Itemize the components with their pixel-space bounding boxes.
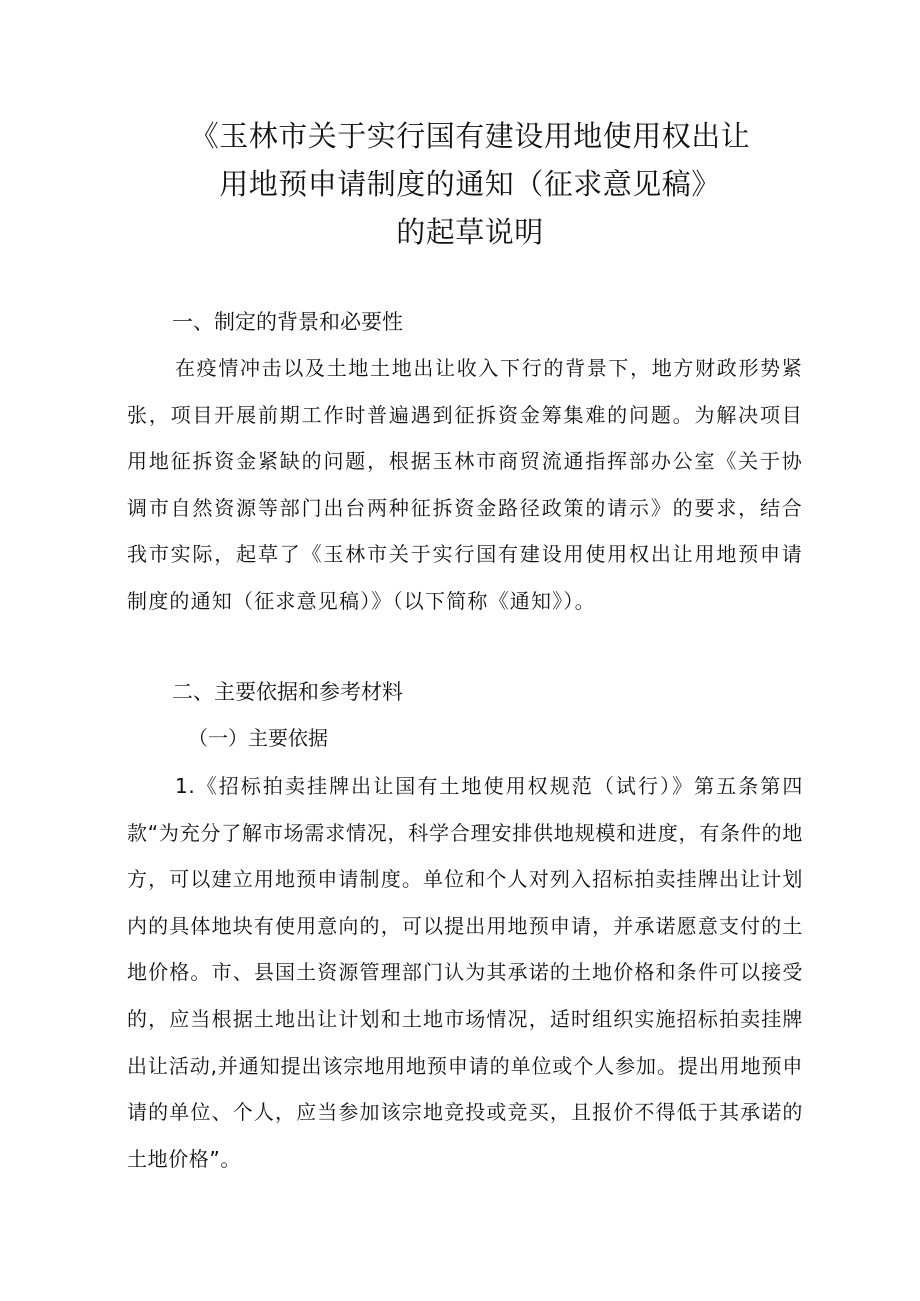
section-1-paragraph: 在疫情冲击以及土地土地出让收入下行的背景下，地方财政形势紧张，项目开展前期工作时普遍遇到征拆资金筹集难的问题。为解决项目用地征拆资金紧缺的问题，根据玉林市商贸流通指挥部办公室《关于协调市自然资源等部门出台两种征拆资金路径政策的请示》的要求，结合我市实际，起草了《玉林市关于实行国有建设用使用权出让用地预申请制度的通知（征求意见稿）》（以下简称《通知》）。	[127, 356, 803, 613]
title-line-1: 《玉林市关于实行国有建设用地使用权出让	[189, 119, 751, 153]
section-1-heading: 一、制定的背景和必要性	[172, 310, 403, 334]
section-2-subheading: （一）主要依据	[188, 726, 328, 750]
title-line-2: 用地预申请制度的通知（征求意见稿》	[219, 167, 721, 201]
title-line-3: 的起草说明	[396, 215, 544, 249]
document-title	[100, 112, 840, 256]
section-2-paragraph: 1.《招标拍卖挂牌出让国有土地使用权规范（试行）》第五条第四款“为充分了解市场需求情况，科学合理安排供地规模和进度，有条件的地方，可以建立用地预申请制度。单位和个人对列入招标拍卖挂牌出让计划内的具体地块有使用意向的，可以提出用地预申请，并承诺愿意支付的土地价格。市、县国土资源管理部门认为其承诺的土地价格和条件可以接受的，应当根据土地出让计划和土地市场情况，适时组织实施招标拍卖挂牌出让活动,并通知提出该宗地用地预申请的单位或个人参加。提出用地预申请的单位、个人，应当参加该宗地竞投或竞买，且报价不得低于其承诺的土地价格”。	[127, 774, 803, 1171]
section-2-heading: 二、主要依据和参考材料	[172, 680, 403, 704]
